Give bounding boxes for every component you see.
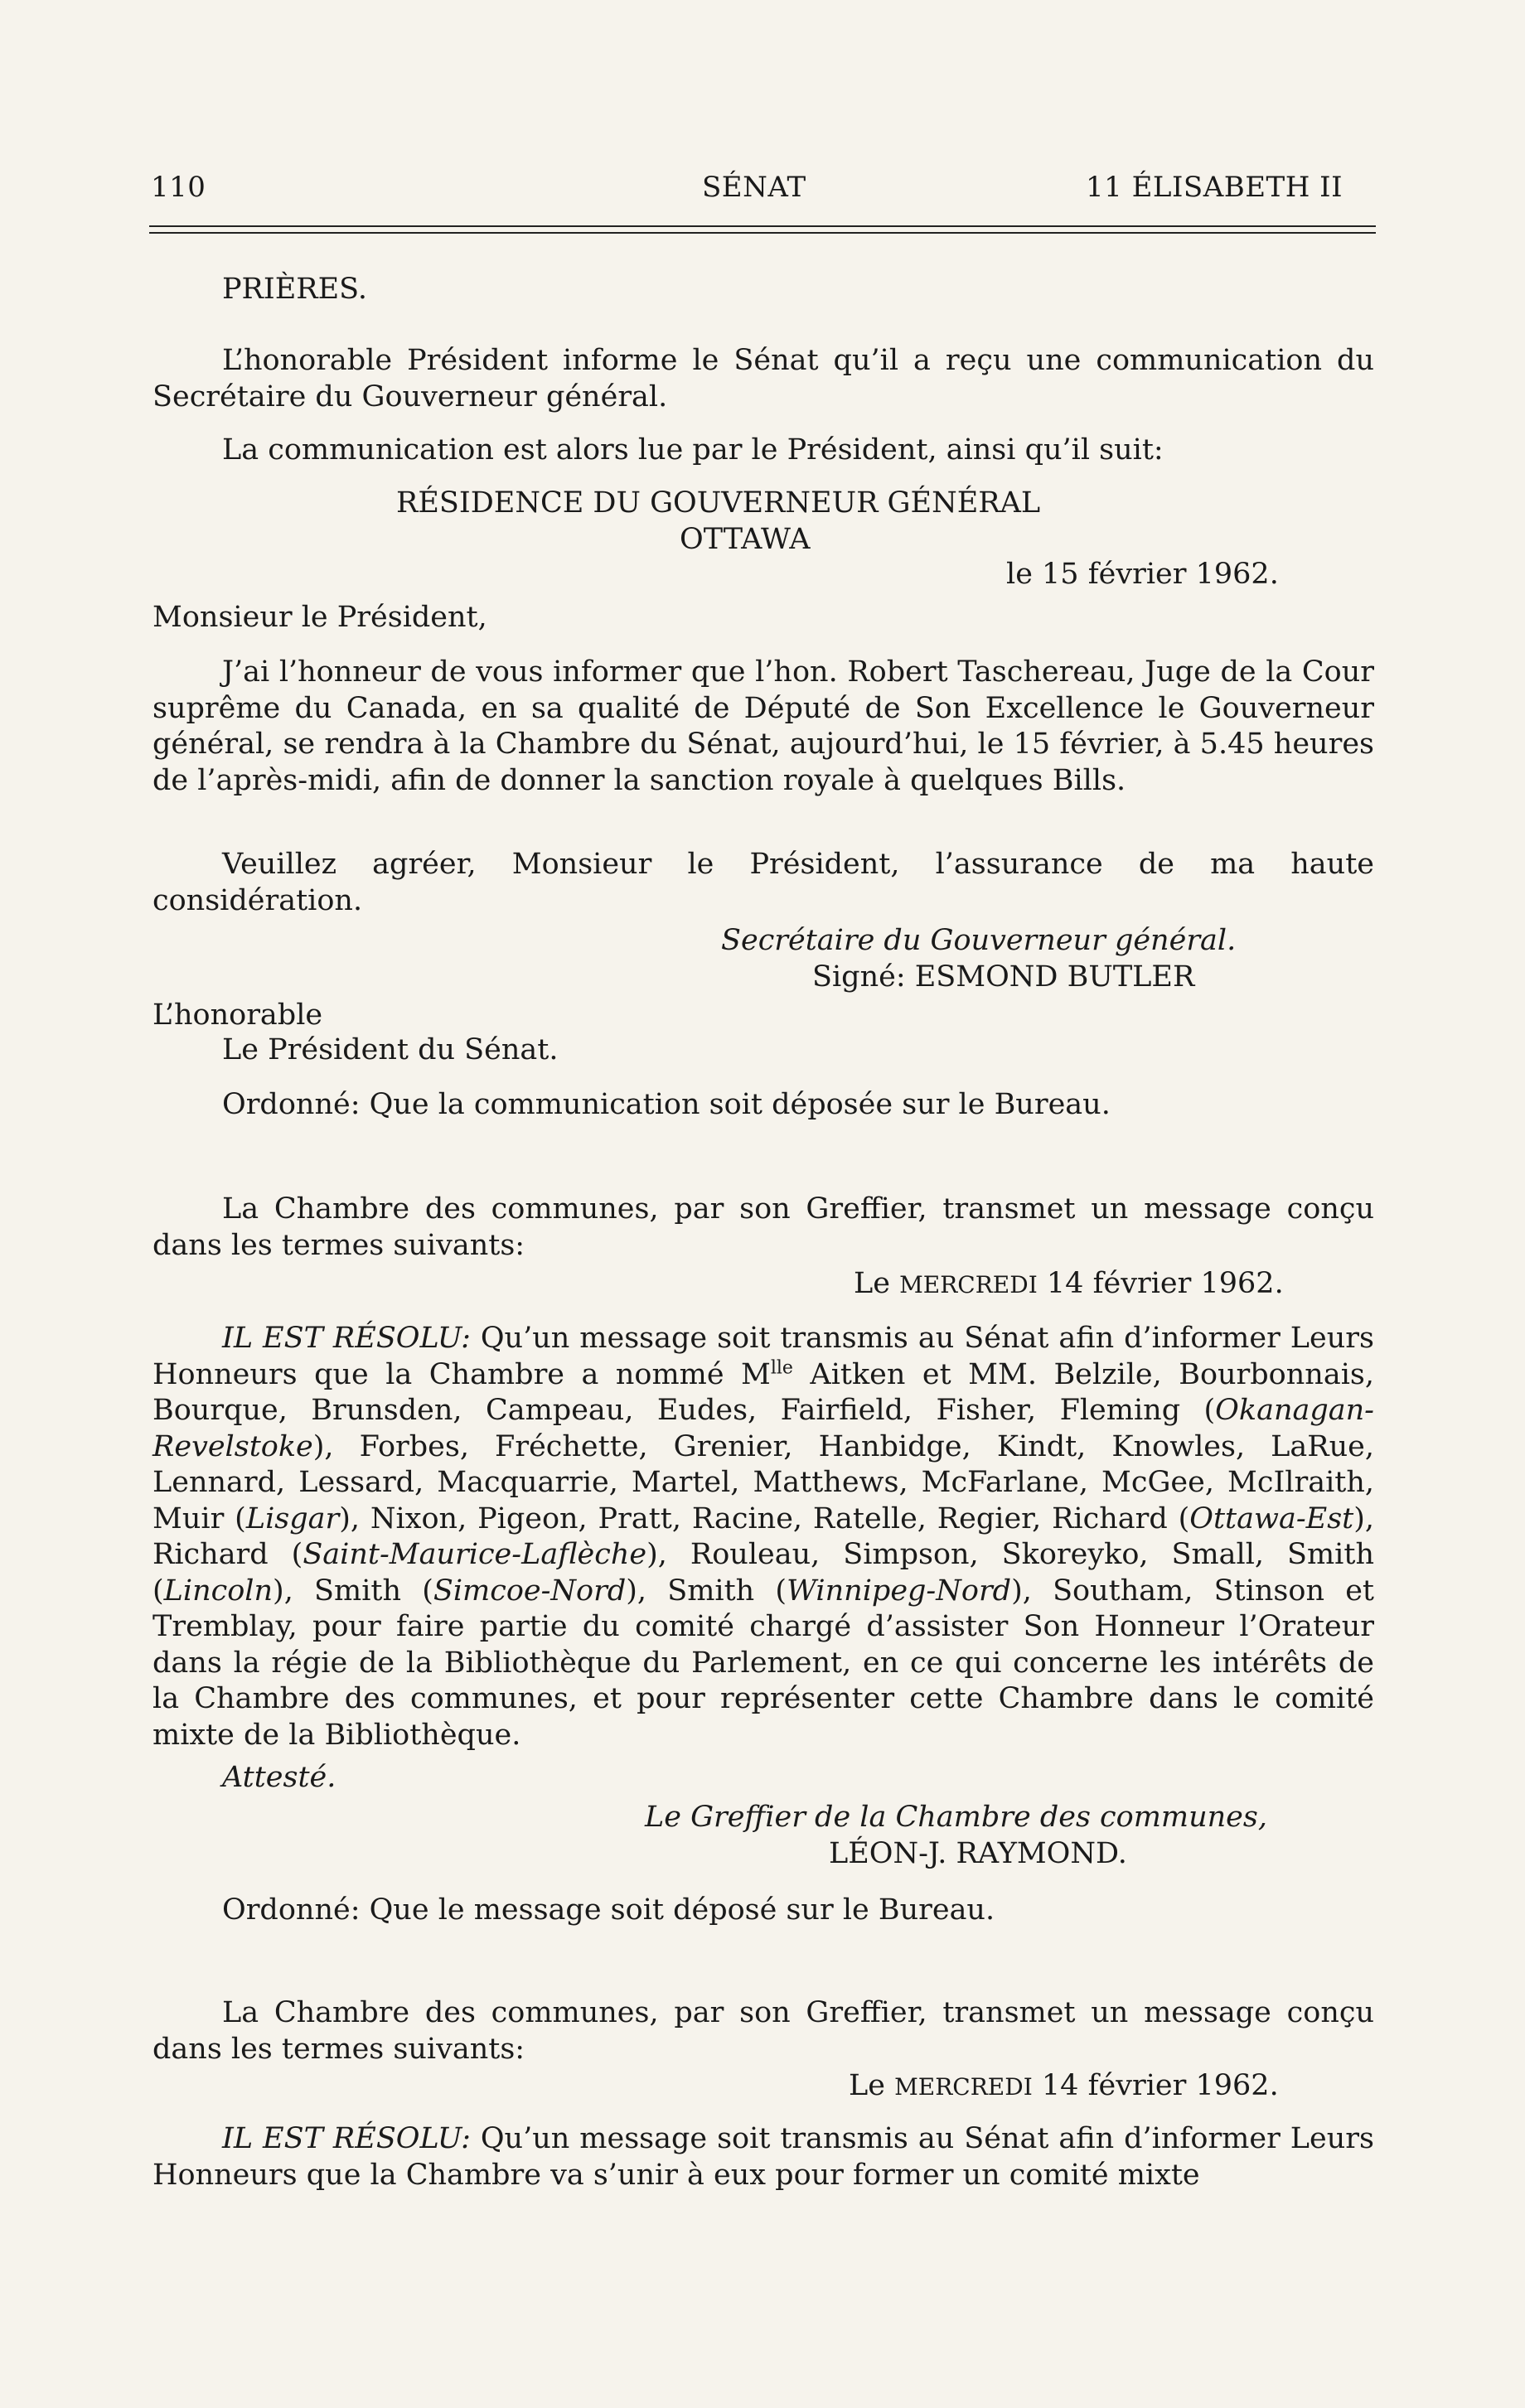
header-rule-top <box>149 225 1376 227</box>
message-2-intro: La Chambre des communes, par son Greffier, transmet un message conçu dans les termes suivants: <box>152 1996 1374 2066</box>
addressee-line-1: L’honorable <box>152 998 323 1032</box>
body-segment: Aitken et MM. Belzile, Bourbonnais, Bourque, Brunsden, Campeau, Eudes, Fairfield, Fisher, Fleming ( <box>152 1357 1374 1427</box>
order-message: Ordonné: Que le message soit déposé sur le Bureau. <box>222 1893 995 1927</box>
riding-name: Lisgar <box>245 1501 340 1535</box>
date-day: MERCREDI <box>899 1271 1038 1298</box>
body-segment: ), Smith ( <box>626 1574 787 1608</box>
letter-residence: RÉSIDENCE DU GOUVERNEUR GÉNÉRAL <box>396 486 1041 520</box>
addressee-line-2: Le Président du Sénat. <box>222 1033 559 1066</box>
body-segment: Qu’un message soit transmis au Sénat afin d’informer Leurs Honneurs que la Chambre va s’unir à eux pour former un comité mixte <box>152 2122 1374 2192</box>
riding-name: Saint-Maurice-Laflèche <box>303 1538 647 1571</box>
resolution-label: IL EST RÉSOLU: <box>222 2122 471 2155</box>
page-number: 110 <box>151 171 206 204</box>
resolution-label: IL EST RÉSOLU: <box>222 1322 471 1355</box>
header-rule-bottom <box>149 232 1376 234</box>
signature-title: Secrétaire du Gouverneur général. <box>721 924 1237 957</box>
order-communication: Ordonné: Que la communication soit déposée sur le Bureau. <box>222 1088 1111 1121</box>
body-segment: Qu’un message soit transmis au Sénat afin d’informer Leurs Honneurs que la Chambre a nommé M <box>152 1322 1374 1391</box>
message-1-intro: La Chambre des communes, par son Greffier, transmet un message conçu dans les termes suivants: <box>152 1192 1374 1262</box>
message-1-date <box>854 1266 1284 1303</box>
date-rest: 14 février 1962. <box>1041 2069 1279 2102</box>
read-line: La communication est alors lue par le Président, ainsi qu’il suit: <box>222 433 1164 467</box>
body-segment: ), Nixon, Pigeon, Pratt, Racine, Ratelle, Regier, Richard ( <box>339 1501 1190 1535</box>
body-segment: ), Rouleau, Simpson, Skoreyko, Small, Smith ( <box>152 1538 1374 1608</box>
message-2-body <box>152 2121 1374 2193</box>
date-prefix: Le <box>854 1267 890 1300</box>
message-1-body <box>152 1321 1374 1753</box>
reign-year: 11 ÉLISABETH II <box>1086 171 1343 204</box>
signature-name: Signé: ESMOND BUTLER <box>812 960 1195 994</box>
prayers-heading: PRIÈRES. <box>222 273 368 306</box>
body-segment: ), Richard ( <box>152 1501 1374 1571</box>
date-prefix: Le <box>849 2069 885 2102</box>
date-rest: 14 février 1962. <box>1046 1267 1284 1300</box>
greffier-name: LÉON-J. RAYMOND. <box>829 1837 1127 1870</box>
letter-body: J’ai l’honneur de vous informer que l’hon. Robert Taschereau, Juge de la Cour suprême du Canada, en sa qualité de Député de Son Excellence le Gouverneur général, se rendra à la Chambre du Sénat, aujourd’hui, le 15 février, à 5.45 heures de l’après-midi, afin de donner la sanction royale à quelques Bills. <box>152 655 1374 797</box>
page-title: SÉNAT <box>702 171 806 204</box>
riding-name: Simcoe-Nord <box>433 1574 627 1608</box>
body-segment: ), Forbes, Fréchette, Grenier, Hanbidge, Kindt, Knowles, LaRue, Lennard, Lessard, Macquarrie, Martel, Matthews, McFarlane, McGee, McIlraith, Muir ( <box>152 1429 1374 1535</box>
body-segment: ), Smith ( <box>273 1574 433 1608</box>
intro-paragraph: L’honorable Président informe le Sénat qu’il a reçu une communication du Secrétaire du Gouverneur général. <box>152 344 1374 413</box>
riding-name: Winnipeg-Nord <box>787 1574 1012 1608</box>
letter-date: le 15 février 1962. <box>1006 558 1279 591</box>
greffier-title: Le Greffier de la Chambre des communes, <box>645 1801 1267 1834</box>
message-2-date <box>849 2068 1279 2106</box>
body-segment: ), Southam, Stinson et Tremblay, pour faire partie du comité chargé d’assister Son Honneur l’Orateur dans la régie de la Bibliothèque du Parlement, en ce qui concerne les intérêts de la Chambre des communes, et pour représenter cette Chambre dans le comité mixte de la Bibliothèque. <box>152 1574 1374 1752</box>
body-superscript: lle <box>770 1356 793 1378</box>
date-day: MERCREDI <box>894 2073 1033 2101</box>
letter-city: OTTAWA <box>680 523 811 556</box>
attested: Attesté. <box>222 1761 336 1794</box>
letter-closing: Veuillez agréer, Monsieur le Président, l’assurance de ma haute considération. <box>152 848 1374 917</box>
letter-salutation: Monsieur le Président, <box>152 601 487 634</box>
riding-name: Ottawa-Est <box>1189 1501 1354 1535</box>
riding-name: Lincoln <box>163 1574 274 1608</box>
riding-name: Okanagan-Revelstoke <box>152 1394 1374 1463</box>
